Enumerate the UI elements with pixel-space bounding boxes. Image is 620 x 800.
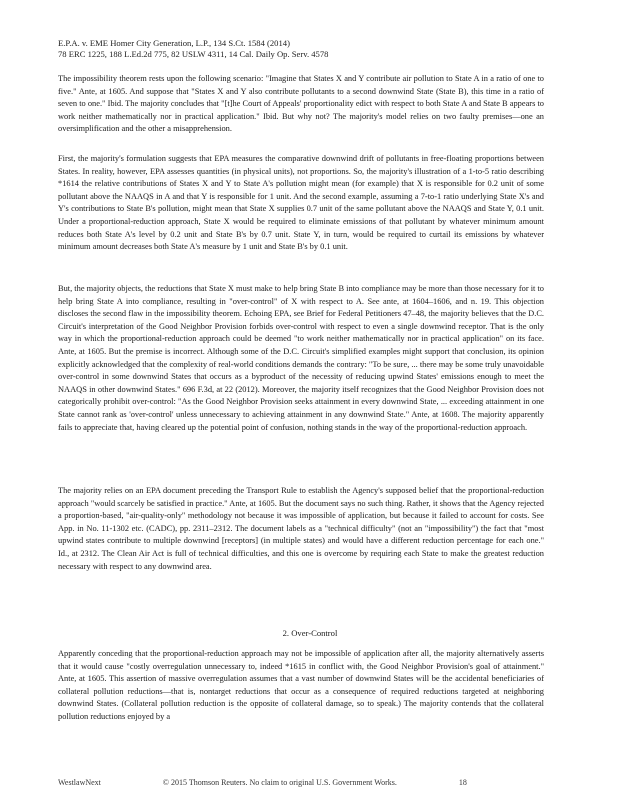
page-footer: [58, 778, 558, 787]
paragraph-over-control-objection: But, the majority objects, the reductions that State X must make to help bring State B into compliance may be more than those necessary for it to help bring State A into compliance, resulting in "over-control" of X with respect to A. See ante, at 1604–1606, and n. 19. This objection discloses the second flaw in the impossibility theorem. Echoing EPA, see Brief for Federal Petitioners 47–48, the majority believes that the D.C. Circuit's interpretation of the Good Neighbor Provision forbids over-control with respect to even a single downwind receptor. That is the only way in which the proportional-reduction approach could be deemed "to work neither mathematically nor in practical application" on its face. Ante, at 1605. But the premise is incorrect. Although some of the D.C. Circuit's simplified examples might support that conclusion, its opinion explicitly acknowledged that the complexity of real-world conditions demands the contrary: "To be sure, ... there may be some truly unavoidable over-control in some downwind States that occurs as a byproduct of the necessity of reducing upwind States' emissions enough to meet the NAAQS in other downwind States." 696 F.3d, at 22 (2012). Moreover, the majority itself recognizes that the Good Neighbor Provision does not categorically prohibit over-control: "As the Good Neighbor Provision seeks attainment in every downwind State, ... exceeding attainment in one State cannot rank as 'over-control' unless unnecessary to achieving attainment in any downwind State." Ante, at 1608. The majority apparently fails to appreciate that, having cleared up the potential point of confusion, nothing stands in the way of the proportional-reduction approach.: [58, 284, 544, 432]
paragraph-impossibility-theorem: The impossibility theorem rests upon the following scenario: "Imagine that States X and Y contribute air pollution to State A in a ratio of one to five." Ante, at 1605. And suppose that "States X and Y also contribute pollutants to a second downwind State (State B), this time in a ratio of seven to one." Ibid. The majority concludes that "[t]he Court of Appeals' proportionality edict with respect to both State A and State B appears to work neither mathematically nor in practical application." Ibid. But why not? The majority's model relies on two faulty premises—one an oversimplification and the other a misapprehension.: [58, 74, 544, 134]
paragraph-first-premise: First, the majority's formulation suggests that EPA measures the comparative downwind drift of pollutants in free-floating proportions between States. In reality, however, EPA assesses quantities (in physical units), not proportions. So, the majority's illustration of a 1-to-5 ratio describing *1614 the relative contributions of States X and Y to State A's pollution might mean (for example) that X is responsible for 0.2 unit of some pollutant above the NAAQS in A and that Y is responsible for 1 unit. And the second example, assuming a 7-to-1 ratio underlying State X's and Y's contributions to State B's pollution, might mean that State X supplies 0.7 unit of the same pollutant above the NAAQS and State Y, 0.1 unit. Under a proportional-reduction approach, State X would be required to eliminate emissions of that pollutant by whatever minimum amount reduces both State A's level by 0.2 unit and State B's by 0.7 unit. State Y, in turn, would be required to curtail its emissions by whatever minimum amount decreases both State A's measure by 1 unit and State B's by 0.1 unit.: [58, 154, 544, 252]
paragraph-overregulation: Apparently conceding that the proportional-reduction approach may not be impossible of application after all, the majority alternatively asserts that it would cause "costly overregulation unnecessary to, indeed *1615 in conflict with, the Good Neighbor Provision's goal of attainment." Ante, at 1605. This assertion of massive overregulation assumes that a vast number of downwind States will be the accidental beneficiaries of collateral pollution reductions—that is, nontarget reductions that occur as a consequence of required reductions targeted at neighboring downwind States. (Collateral pollution reduction is the opposite of collateral damage, so to speak.) The majority contends that the collateral pollution reductions enjoyed by a: [58, 649, 544, 721]
citation-reporters: 78 ERC 1225, 188 L.Ed.2d 775, 82 USLW 4311, 14 Cal. Daily Op. Serv. 4578: [58, 49, 329, 59]
paragraph-epa-document: The majority relies on an EPA document preceding the Transport Rule to establish the Agency's supposed belief that the proportional-reduction approach "would scarcely be satisfied in practice." Ante, at 1605. But the document says no such thing. Rather, it shows that the Agency rejected a proportion-based, "air-quality-only" methodology not because it was impossible of application, but because it failed to account for costs. See App. in No. 11-1302 etc. (CADC), pp. 2311–2312. The document labels as a "technical difficulty" (not an "impossibility") the fact that "most upwind states contribute to multiple downwind [receptors] (in multiple states) and would have a different reduction percentage for each one." Id., at 2312. The Clean Air Act is full of technical difficulties, and this one is overcome by requiring each State to make the greatest reduction necessary with respect to any downwind area.: [58, 486, 544, 571]
footer-copyright: © 2015 Thomson Reuters. No claim to original U.S. Government Works.: [162, 778, 397, 787]
section-heading: 2. Over-Control: [282, 628, 338, 638]
footer-page-number: 18: [458, 778, 467, 787]
citation-case-name: E.P.A. v. EME Homer City Generation, L.P., 134 S.Ct. 1584 (2014): [58, 38, 290, 48]
footer-brand: WestlawNext: [58, 778, 101, 787]
citation-header: [58, 38, 558, 60]
